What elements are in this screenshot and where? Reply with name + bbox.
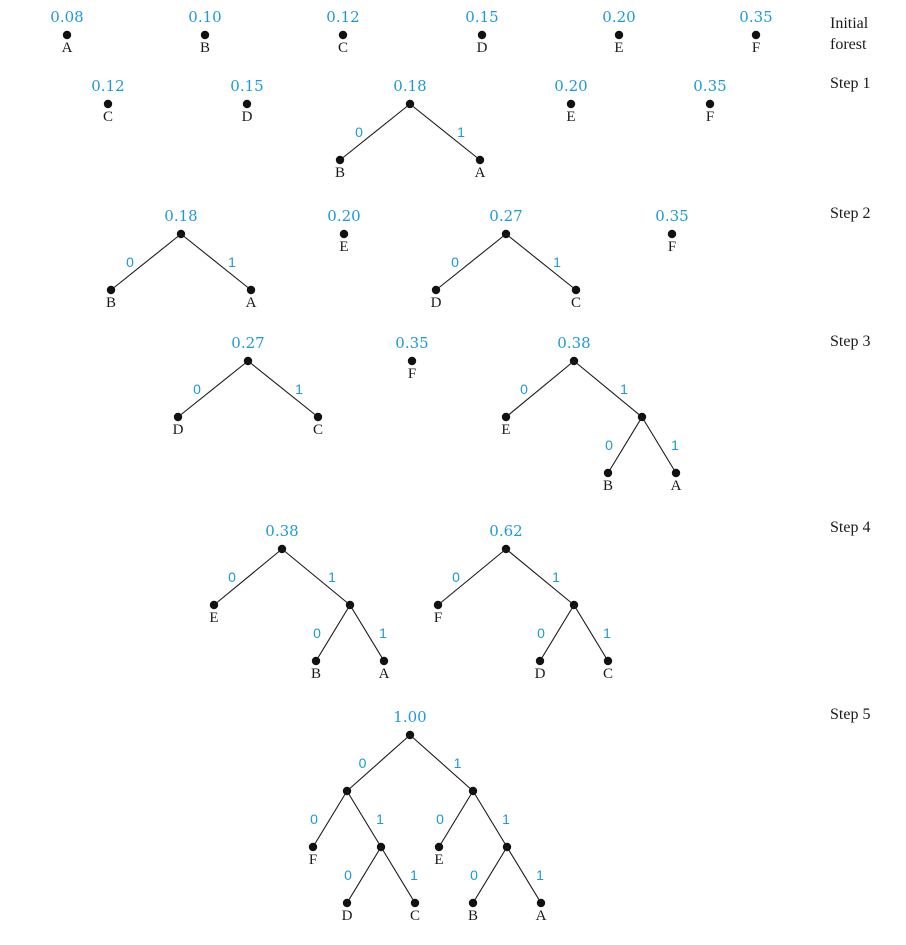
edge-label-1: 1	[410, 867, 418, 883]
leaf-label-D: D	[430, 295, 442, 311]
edge-left	[608, 417, 642, 473]
stage-row	[209, 519, 870, 682]
leaf-label-A: A	[378, 666, 390, 682]
edge-label-1: 1	[553, 254, 561, 270]
leaf-node	[174, 413, 182, 421]
leaf-label-C: C	[102, 109, 114, 125]
tree-weight: 0.18	[393, 77, 427, 95]
tree-weight: 0.12	[91, 77, 125, 95]
tree-weight: 0.38	[265, 522, 299, 540]
tree-weight: 0.35	[655, 207, 689, 225]
tree-weight: 0.35	[395, 334, 429, 352]
tree	[554, 77, 587, 125]
edge-label-1: 1	[536, 867, 544, 883]
tree	[326, 8, 359, 56]
edge-label-0: 0	[126, 254, 134, 270]
tree	[327, 207, 360, 255]
edge-right	[506, 234, 576, 290]
leaf-label-B: B	[105, 295, 117, 311]
leaf-node	[502, 413, 510, 421]
edge-left	[436, 234, 506, 290]
edge-right	[410, 735, 473, 791]
leaf-node	[247, 286, 255, 294]
tree	[739, 8, 772, 56]
tree-weight: 1.00	[393, 708, 427, 726]
tree-weight: 0.38	[557, 334, 591, 352]
tree-weight: 0.20	[327, 207, 361, 225]
stage-row	[106, 205, 870, 311]
tree-weight: 0.27	[489, 207, 523, 225]
stage-label: Initial forest	[830, 15, 869, 53]
edge-label-0: 0	[310, 811, 318, 827]
leaf-node	[536, 657, 544, 665]
tree-weight: 0.08	[50, 8, 84, 26]
leaf-node	[312, 657, 320, 665]
edge-label-1: 1	[603, 625, 611, 641]
leaf-node	[63, 31, 71, 39]
edge-label-0: 0	[451, 254, 459, 270]
edge-label-1: 1	[502, 811, 510, 827]
leaf-label-B: B	[602, 478, 614, 494]
edge-left	[178, 361, 248, 417]
edge-right	[248, 361, 318, 417]
edge-right	[574, 361, 642, 417]
leaf-label-F: F	[667, 239, 677, 255]
leaf-label-C: C	[337, 40, 349, 56]
stage-label: Step 4	[830, 519, 871, 536]
tree-weight: 0.15	[465, 8, 499, 26]
leaf-label-C: C	[409, 908, 421, 924]
leaf-label-B: B	[310, 666, 322, 682]
leaf-node	[706, 100, 714, 108]
leaf-node	[340, 230, 348, 238]
leaf-node	[604, 657, 612, 665]
tree	[50, 8, 83, 56]
leaf-label-D: D	[476, 40, 488, 56]
leaf-node	[314, 413, 322, 421]
tree	[209, 522, 389, 682]
tree	[309, 708, 547, 924]
leaf-label-F: F	[308, 852, 318, 868]
edge-left	[313, 791, 347, 847]
tree	[501, 334, 681, 494]
edge-label-0: 0	[344, 867, 352, 883]
leaf-label-D: D	[534, 666, 546, 682]
leaf-label-D: D	[172, 422, 184, 438]
leaf-node	[469, 899, 477, 907]
tree	[602, 8, 635, 56]
tree	[693, 77, 726, 125]
tree	[106, 207, 257, 311]
edge-label-0: 0	[520, 381, 528, 397]
leaf-node	[210, 601, 218, 609]
edge-label-1: 1	[620, 381, 628, 397]
leaf-node	[572, 286, 580, 294]
edge-label-1: 1	[328, 569, 336, 585]
tree	[431, 207, 581, 311]
leaf-label-C: C	[570, 295, 582, 311]
edge-label-1: 1	[552, 569, 560, 585]
leaf-label-E: E	[209, 610, 219, 626]
edge-label-1: 1	[228, 254, 236, 270]
edge-left	[540, 605, 574, 661]
edge-label-0: 0	[436, 811, 444, 827]
leaf-node	[336, 156, 344, 164]
stage-label: Step 5	[830, 706, 871, 723]
stage-row	[50, 8, 868, 56]
leaf-label-F: F	[705, 109, 715, 125]
edge-right	[282, 549, 350, 605]
leaf-label-D: D	[241, 109, 253, 125]
tree	[91, 77, 124, 125]
leaf-label-E: E	[339, 239, 349, 255]
stage-label: Step 1	[830, 75, 871, 92]
edge-right	[410, 104, 480, 160]
stage-label: Step 2	[830, 205, 871, 222]
edge-left	[439, 791, 473, 847]
edge-label-0: 0	[537, 625, 545, 641]
edge-left	[347, 847, 381, 903]
edge-label-1: 1	[376, 811, 384, 827]
edge-label-0: 0	[358, 755, 367, 771]
leaf-label-A: A	[535, 908, 547, 924]
leaf-node	[380, 657, 388, 665]
leaf-label-F: F	[407, 366, 417, 382]
leaf-label-F: F	[433, 610, 443, 626]
leaf-label-E: E	[614, 40, 624, 56]
tree	[395, 334, 428, 382]
edge-left	[438, 549, 506, 605]
leaf-label-E: E	[434, 852, 444, 868]
edge-label-1: 1	[671, 437, 679, 453]
leaf-node	[752, 31, 760, 39]
edge-label-0: 0	[605, 437, 613, 453]
tree-weight: 0.20	[554, 77, 588, 95]
leaf-node	[243, 100, 251, 108]
leaf-label-A: A	[670, 478, 682, 494]
leaf-node	[201, 31, 209, 39]
leaf-node	[435, 843, 443, 851]
edge-left	[347, 735, 410, 791]
leaf-label-D: D	[341, 908, 353, 924]
leaf-node	[615, 31, 623, 39]
leaf-node	[672, 469, 680, 477]
edge-left	[473, 847, 507, 903]
edge-label-0: 0	[452, 569, 460, 585]
tree-weight: 0.20	[602, 8, 636, 26]
edge-label-0: 0	[193, 381, 201, 397]
leaf-label-A: A	[245, 295, 257, 311]
stage-row	[91, 75, 870, 181]
edge-left	[316, 605, 350, 661]
edge-label-1: 1	[379, 625, 387, 641]
leaf-node	[339, 31, 347, 39]
edge-right	[506, 549, 574, 605]
tree-weight: 0.35	[739, 8, 773, 26]
edge-right	[181, 234, 251, 290]
edge-label-1: 1	[453, 755, 462, 771]
tree-weight: 0.15	[230, 77, 264, 95]
edge-label-0: 0	[228, 569, 236, 585]
edge-left	[506, 361, 574, 417]
tree-weight: 0.18	[164, 207, 198, 225]
leaf-node	[668, 230, 676, 238]
tree-weight: 0.27	[231, 334, 265, 352]
leaf-node	[107, 286, 115, 294]
leaf-node	[432, 286, 440, 294]
tree-weight: 0.12	[326, 8, 360, 26]
stage-row	[173, 333, 871, 494]
leaf-node	[478, 31, 486, 39]
edge-left	[340, 104, 410, 160]
leaf-node	[537, 899, 545, 907]
tree	[655, 207, 688, 255]
leaf-node	[104, 100, 112, 108]
leaf-node	[476, 156, 484, 164]
tree	[335, 77, 486, 181]
stage-label: Step 3	[830, 333, 871, 350]
edge-label-0: 0	[470, 867, 478, 883]
edge-label-1: 1	[457, 124, 465, 140]
tree	[188, 8, 221, 56]
tree-weight: 0.62	[489, 522, 523, 540]
leaf-label-F: F	[751, 40, 761, 56]
leaf-label-B: B	[199, 40, 211, 56]
edge-left	[111, 234, 181, 290]
edge-left	[214, 549, 282, 605]
leaf-label-B: B	[467, 908, 479, 924]
tree	[465, 8, 498, 56]
edge-label-0: 0	[313, 625, 321, 641]
leaf-label-C: C	[602, 666, 614, 682]
leaf-node	[434, 601, 442, 609]
leaf-node	[411, 899, 419, 907]
stage-row	[309, 706, 871, 924]
leaf-label-A: A	[474, 165, 486, 181]
leaf-node	[309, 843, 317, 851]
leaf-label-E: E	[501, 422, 511, 438]
tree	[434, 522, 613, 682]
leaf-node	[408, 357, 416, 365]
edge-label-1: 1	[295, 381, 303, 397]
tree	[173, 334, 323, 438]
leaf-node	[604, 469, 612, 477]
leaf-node	[343, 899, 351, 907]
leaf-node	[567, 100, 575, 108]
leaf-label-A: A	[61, 40, 73, 56]
tree-weight: 0.35	[693, 77, 727, 95]
tree	[230, 77, 263, 125]
leaf-label-B: B	[334, 165, 346, 181]
tree-weight: 0.10	[188, 8, 222, 26]
leaf-label-C: C	[312, 422, 324, 438]
leaf-label-E: E	[566, 109, 576, 125]
edge-label-0: 0	[355, 124, 363, 140]
